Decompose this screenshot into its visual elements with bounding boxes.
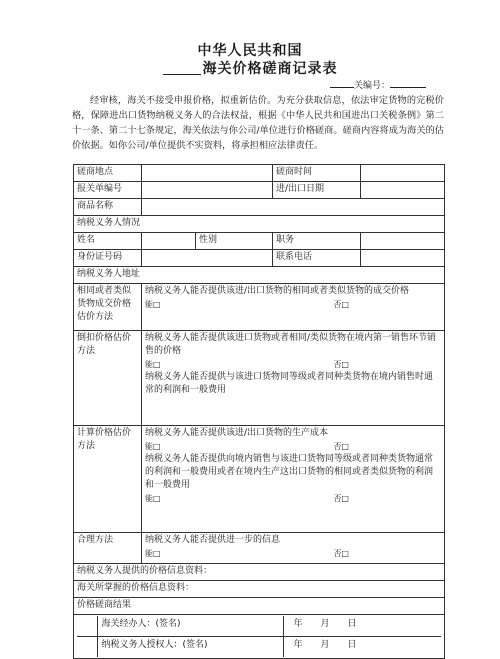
gender-label: 性别 — [196, 233, 273, 250]
signature-row — [77, 637, 441, 658]
method-name: 计算价格估价方法 — [74, 426, 142, 533]
goods-name-label: 商品名称 — [74, 199, 142, 216]
place-label: 磋商地点 — [74, 165, 142, 182]
title-text: 海关价格磋商记录表 — [202, 61, 338, 77]
phone-label: 联系电话 — [273, 250, 361, 267]
address-label: 纳税义务人地址 — [74, 267, 445, 284]
no-checkbox[interactable]: 否□ — [333, 494, 349, 503]
method-question: 纳税义务人能否提供与该进口货物同等级或者同种类货物在境内销售时通常的利润和一般费用 — [145, 372, 434, 395]
table-row — [74, 233, 445, 250]
id-no-value[interactable] — [142, 250, 273, 267]
record-table — [73, 164, 445, 659]
taxpayer-info-heading: 纳税义务人情况 — [74, 216, 445, 233]
signature-row — [77, 616, 441, 637]
method-question-cell — [142, 284, 445, 331]
case-blank — [330, 87, 354, 88]
method-name: 相同或者类似货物成交价格估价方法 — [74, 284, 142, 331]
yes-checkbox[interactable]: 能□ — [145, 360, 161, 369]
day-label: 日 — [347, 619, 357, 629]
customs-price-info[interactable]: 海关所掌握的价格信息资料： — [74, 581, 445, 598]
declaration-no-value[interactable] — [142, 182, 273, 199]
ie-date-label: 进/出口日期 — [273, 182, 361, 199]
table-row — [74, 331, 445, 426]
yes-checkbox[interactable]: 能□ — [145, 494, 161, 503]
method-question: 纳税义务人能否提供该进口货物或者相同/类似货物在境内第一销售环节销售的价格 — [145, 333, 437, 356]
method-question: 纳税义务人能否提供向境内销售与该进口货物同等级或者同种类货物通常的利润和一般费用或者在境内生产这出口货物的相同或者类似货物的利润和一般费用 — [145, 454, 434, 490]
yes-no-choice — [145, 492, 441, 505]
table-row — [74, 284, 445, 331]
officer-signature[interactable]: 海关经办人：(签名) — [97, 616, 283, 637]
id-no-label: 身份证号码 — [74, 250, 142, 267]
place-value[interactable] — [142, 165, 273, 182]
name-label: 姓名 — [74, 233, 142, 250]
goods-name-value[interactable] — [142, 199, 445, 216]
no-checkbox[interactable]: 否□ — [333, 360, 349, 369]
table-row — [74, 581, 445, 598]
method-question-cell — [142, 331, 445, 426]
table-row — [74, 182, 445, 199]
case-number-blank — [390, 87, 426, 88]
table-row — [74, 615, 445, 659]
time-value[interactable] — [361, 165, 445, 182]
yes-checkbox[interactable]: 能□ — [145, 549, 161, 558]
position-label: 职务 — [273, 233, 361, 250]
table-row — [74, 199, 445, 216]
no-checkbox[interactable]: 否□ — [333, 549, 349, 558]
time-label: 磋商时间 — [273, 165, 361, 182]
signature-spacer — [77, 637, 97, 658]
month-label: 月 — [320, 640, 330, 650]
table-row — [74, 165, 445, 182]
year-label: 年 — [293, 640, 303, 650]
declaration-no-label: 报关单编号 — [74, 182, 142, 199]
taxpayer-signature[interactable]: 纳税义务人授权人：(签名) — [97, 637, 283, 658]
table-row — [74, 533, 445, 564]
method-question: 纳税义务人能否提供进一步的信息 — [145, 535, 281, 545]
table-row — [74, 426, 445, 533]
method-name: 倒扣价格估价方法 — [74, 331, 142, 426]
signature-spacer — [77, 616, 97, 637]
taxpayer-price-info[interactable]: 纳税义务人提供的价格信息资料： — [74, 564, 445, 581]
document-title-line2 — [0, 58, 500, 78]
yes-no-choice — [145, 547, 441, 560]
yes-no-choice — [145, 440, 441, 453]
document-title-line1: 中华人民共和国 — [197, 43, 303, 59]
yes-no-choice — [145, 298, 441, 311]
method-question-cell — [142, 426, 445, 533]
day-label: 日 — [347, 640, 357, 650]
case-number — [330, 78, 426, 91]
method-question-cell — [142, 533, 445, 564]
yes-checkbox[interactable]: 能□ — [145, 300, 161, 309]
position-value[interactable] — [361, 233, 445, 250]
no-checkbox[interactable]: 否□ — [333, 300, 349, 309]
intro-paragraph: 经审核，海关不接受申报价格，拟重新估价。为充分获取信息，依法审定货物的完税价格，保障进出口货物纳税义务人的合法权益，根据《中华人民共和国进出口关税条例》第二十一条、第二十七条规定，海关依法与你公司/单位进行价格磋商。磋商内容将成为海关的估价依据。如你公司/单位提供不实资料，将承担相应法律责任。 — [72, 95, 444, 151]
month-label: 月 — [320, 619, 330, 629]
signature-table — [77, 616, 441, 657]
title-blank — [163, 74, 201, 75]
method-name: 合理方法 — [74, 533, 142, 564]
table-row — [74, 267, 445, 284]
phone-value[interactable] — [361, 250, 445, 267]
table-row — [74, 250, 445, 267]
name-value[interactable] — [142, 233, 196, 250]
year-label: 年 — [293, 619, 303, 629]
result-label: 价格磋商结果 — [74, 598, 445, 615]
signature-area — [74, 615, 445, 659]
no-checkbox[interactable]: 否□ — [333, 442, 349, 451]
yes-no-choice — [145, 358, 441, 371]
yes-checkbox[interactable]: 能□ — [145, 442, 161, 451]
table-row — [74, 216, 445, 233]
taxpayer-date[interactable] — [283, 637, 441, 658]
ie-date-value[interactable] — [361, 182, 445, 199]
case-number-label: 关编号： — [354, 81, 391, 91]
table-row — [74, 564, 445, 581]
method-question: 纳税义务人能否提供该进/出口货物的生产成本 — [145, 428, 329, 438]
officer-date[interactable] — [283, 616, 441, 637]
table-row — [74, 598, 445, 615]
method-question: 纳税义务人能否提供该进/出口货物的相同或者类似货物的成交价格 — [145, 286, 410, 296]
